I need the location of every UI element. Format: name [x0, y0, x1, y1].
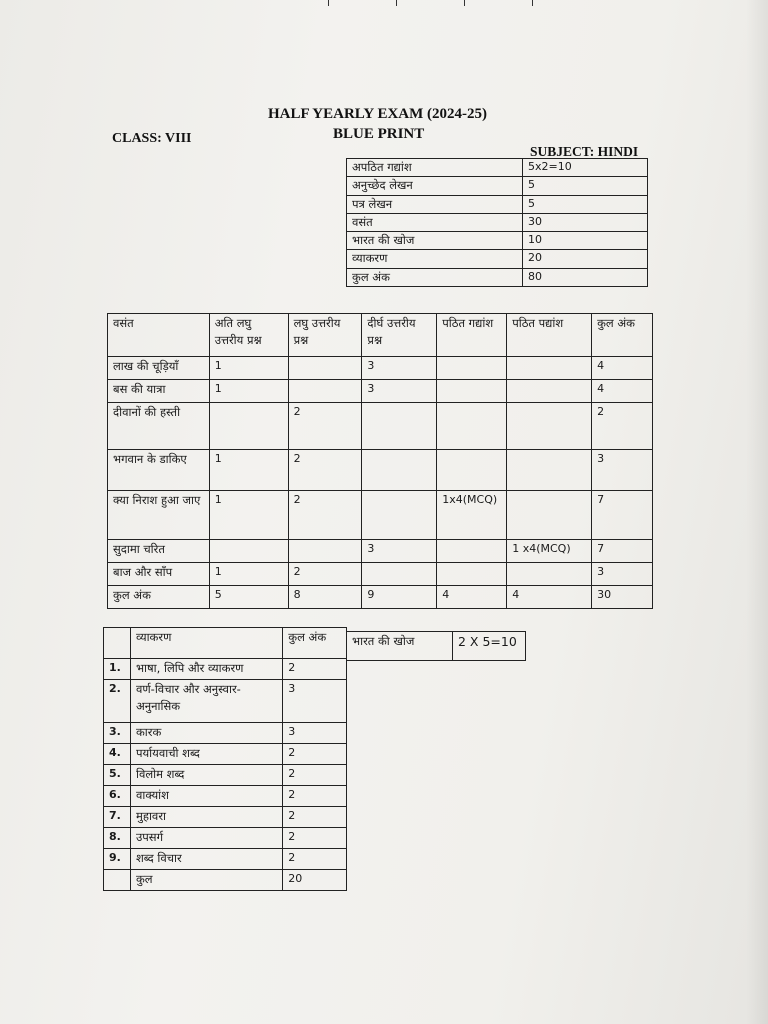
grammar-marks: 2	[283, 807, 347, 828]
grammar-row	[104, 786, 347, 807]
summary-item: कुल अंक	[347, 268, 523, 286]
vasant-row	[108, 491, 653, 540]
summary-table	[346, 158, 648, 287]
grammar-marks: 20	[283, 870, 347, 891]
grammar-marks: 3	[283, 723, 347, 744]
grammar-marks: 2	[283, 744, 347, 765]
vasant-col-header: लघु उत्तरीय प्रश्न	[288, 314, 362, 357]
edge-mark	[464, 0, 465, 6]
marks-cell: 2	[288, 491, 362, 540]
exam-title: HALF YEARLY EXAM (2024-25)	[268, 106, 488, 122]
marks-cell: 1	[209, 380, 288, 403]
grammar-marks: 2	[283, 765, 347, 786]
grammar-marks: 2	[283, 786, 347, 807]
grammar-row-number: 4.	[104, 744, 131, 765]
marks-cell: 3	[362, 380, 437, 403]
marks-cell	[288, 380, 362, 403]
grammar-row-number: 1.	[104, 659, 131, 680]
summary-marks: 5x2=10	[523, 159, 648, 177]
summary-row	[347, 232, 648, 250]
marks-cell	[437, 380, 507, 403]
marks-cell	[209, 403, 288, 450]
grammar-row	[104, 659, 347, 680]
marks-cell: 1x4(MCQ)	[437, 491, 507, 540]
grammar-marks: 2	[283, 849, 347, 870]
summary-item: भारत की खोज	[347, 232, 523, 250]
marks-cell: 4	[592, 380, 653, 403]
vasant-col-header: कुल अंक	[592, 314, 653, 357]
grammar-table	[103, 627, 347, 891]
grammar-row	[104, 765, 347, 786]
grammar-row	[104, 723, 347, 744]
grammar-row-number: 6.	[104, 786, 131, 807]
vasant-table	[107, 313, 653, 609]
vasant-row	[108, 380, 653, 403]
grammar-topic: विलोम शब्द	[130, 765, 282, 786]
edge-mark	[532, 0, 533, 6]
chapter-name: सुदामा चरित	[108, 540, 210, 563]
marks-cell	[507, 403, 592, 450]
marks-cell: 1	[209, 563, 288, 586]
grammar-row-number	[104, 870, 131, 891]
summary-marks: 80	[523, 268, 648, 286]
grammar-topic: वर्ण-विचार और अनुस्वार- अनुनासिक	[130, 680, 282, 723]
vasant-header-row	[108, 314, 653, 357]
vasant-col-header: वसंत	[108, 314, 210, 357]
chapter-name: लाख की चूड़ियाँ	[108, 357, 210, 380]
edge-mark	[328, 0, 329, 6]
grammar-header-row	[104, 628, 347, 659]
grammar-row-number: 7.	[104, 807, 131, 828]
summary-row	[347, 195, 648, 213]
vasant-row	[108, 450, 653, 491]
grammar-topic: मुहावरा	[130, 807, 282, 828]
marks-cell: 1	[209, 357, 288, 380]
marks-cell: 1	[209, 491, 288, 540]
blue-print-title: BLUE PRINT	[333, 126, 425, 142]
marks-cell	[437, 403, 507, 450]
vasant-col-header: पठित गद्यांश	[437, 314, 507, 357]
summary-marks: 20	[523, 250, 648, 268]
summary-item: अनुच्छेद लेखन	[347, 177, 523, 195]
grammar-row	[104, 828, 347, 849]
summary-marks: 5	[523, 177, 648, 195]
vasant-row	[108, 403, 653, 450]
grammar-topic: वाक्यांश	[130, 786, 282, 807]
grammar-row	[104, 807, 347, 828]
summary-marks: 5	[523, 195, 648, 213]
summary-item: अपठित गद्यांश	[347, 159, 523, 177]
summary-item: वसंत	[347, 213, 523, 231]
marks-cell: 3	[592, 450, 653, 491]
marks-cell: 2	[288, 403, 362, 450]
marks-cell: 2	[592, 403, 653, 450]
marks-cell: 3	[592, 563, 653, 586]
marks-cell	[507, 357, 592, 380]
chapter-name: दीवानों की हस्ती	[108, 403, 210, 450]
marks-cell	[288, 357, 362, 380]
marks-cell: 1	[209, 450, 288, 491]
marks-cell: 8	[288, 586, 362, 609]
grammar-topic: कुल	[130, 870, 282, 891]
marks-cell	[362, 491, 437, 540]
marks-cell	[437, 450, 507, 491]
summary-marks: 30	[523, 213, 648, 231]
marks-cell	[507, 380, 592, 403]
vasant-col-header: अति लघु उत्तरीय प्रश्न	[209, 314, 288, 357]
summary-row	[347, 177, 648, 195]
grammar-row-number: 2.	[104, 680, 131, 723]
marks-cell: 2	[288, 563, 362, 586]
grammar-topic: शब्द विचार	[130, 849, 282, 870]
summary-row	[347, 268, 648, 286]
grammar-row	[104, 744, 347, 765]
marks-cell	[362, 403, 437, 450]
grammar-row	[104, 680, 347, 723]
vasant-row	[108, 357, 653, 380]
grammar-topic: कारक	[130, 723, 282, 744]
grammar-topic: उपसर्ग	[130, 828, 282, 849]
chapter-name: कुल अंक	[108, 586, 210, 609]
bharat-box	[346, 631, 526, 661]
vasant-row	[108, 586, 653, 609]
chapter-name: क्या निराश हुआ जाए	[108, 491, 210, 540]
marks-cell: 7	[592, 540, 653, 563]
class-label: CLASS: VIII	[112, 131, 192, 146]
marks-cell	[507, 450, 592, 491]
grammar-row	[104, 870, 347, 891]
marks-cell: 7	[592, 491, 653, 540]
bharat-marks: 2 X 5=10	[453, 632, 526, 661]
summary-marks: 10	[523, 232, 648, 250]
marks-cell	[209, 540, 288, 563]
summary-row	[347, 250, 648, 268]
marks-cell	[437, 563, 507, 586]
bharat-label: भारत की खोज	[347, 632, 453, 661]
grammar-row-number: 9.	[104, 849, 131, 870]
marks-cell	[362, 563, 437, 586]
summary-row	[347, 213, 648, 231]
grammar-marks: 2	[283, 659, 347, 680]
marks-cell: 9	[362, 586, 437, 609]
grammar-topic: भाषा, लिपि और व्याकरण	[130, 659, 282, 680]
edge-mark	[396, 0, 397, 6]
marks-cell	[507, 491, 592, 540]
grammar-header-blank	[104, 628, 131, 659]
grammar-marks: 3	[283, 680, 347, 723]
chapter-name: बाज और साँप	[108, 563, 210, 586]
summary-row	[347, 159, 648, 177]
vasant-row	[108, 540, 653, 563]
marks-cell	[507, 563, 592, 586]
marks-cell	[437, 540, 507, 563]
vasant-col-header: दीर्घ उत्तरीय प्रश्न	[362, 314, 437, 357]
marks-cell: 1 x4(MCQ)	[507, 540, 592, 563]
grammar-header-marks: कुल अंक	[283, 628, 347, 659]
marks-cell	[362, 450, 437, 491]
marks-cell	[288, 540, 362, 563]
grammar-row-number: 3.	[104, 723, 131, 744]
grammar-row	[104, 849, 347, 870]
marks-cell: 4	[507, 586, 592, 609]
marks-cell: 3	[362, 357, 437, 380]
grammar-row-number: 8.	[104, 828, 131, 849]
marks-cell: 30	[592, 586, 653, 609]
marks-cell: 5	[209, 586, 288, 609]
marks-cell: 2	[288, 450, 362, 491]
vasant-col-header: पठित पद्यांश	[507, 314, 592, 357]
grammar-topic: पर्यायवाची शब्द	[130, 744, 282, 765]
marks-cell: 4	[437, 586, 507, 609]
grammar-marks: 2	[283, 828, 347, 849]
marks-cell	[437, 357, 507, 380]
summary-item: व्याकरण	[347, 250, 523, 268]
summary-item: पत्र लेखन	[347, 195, 523, 213]
chapter-name: भगवान के डाकिए	[108, 450, 210, 491]
subject-label: SUBJECT: HINDI	[530, 144, 639, 159]
vasant-row	[108, 563, 653, 586]
paper-edge-shadow	[746, 0, 768, 1024]
chapter-name: बस की यात्रा	[108, 380, 210, 403]
grammar-header-topic: व्याकरण	[130, 628, 282, 659]
grammar-row-number: 5.	[104, 765, 131, 786]
marks-cell: 3	[362, 540, 437, 563]
marks-cell: 4	[592, 357, 653, 380]
